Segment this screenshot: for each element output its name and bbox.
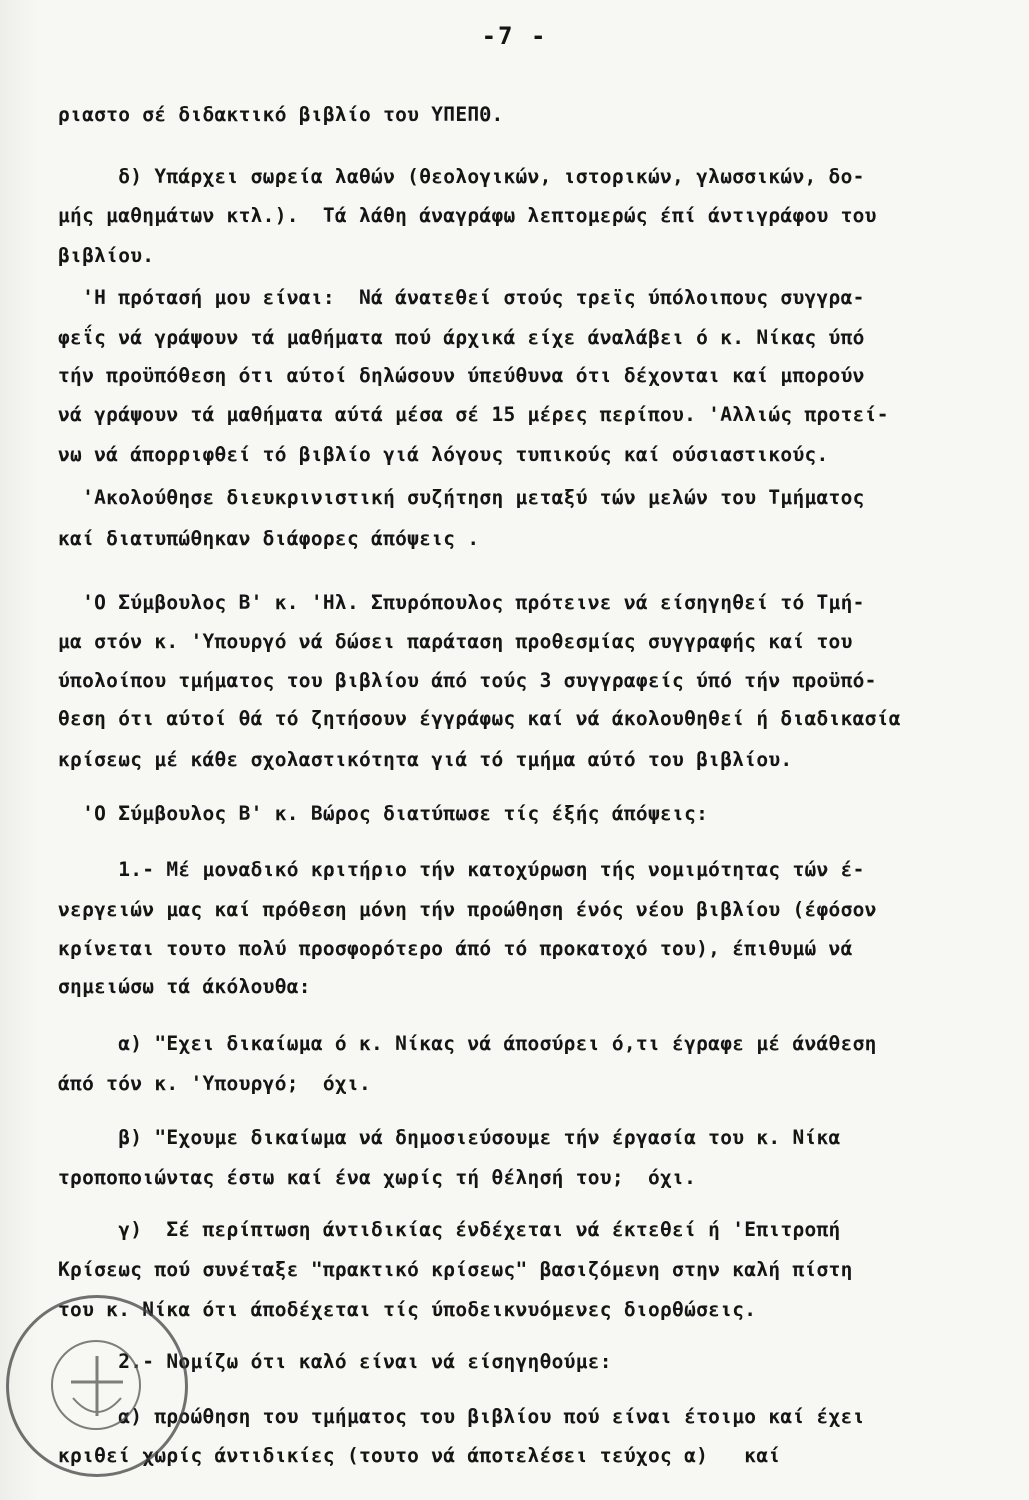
text-line: δ) Υπάρχει σωρεία λαθών (θεολογικών, ιστορικών, γλωσσικών, δο-	[58, 165, 865, 188]
text-line: α) προώθηση του τμήματος του βιβλίου πού είναι έτοιμο καί έχει	[58, 1405, 865, 1428]
page-number: -7 -	[481, 22, 548, 50]
text-line: νά γράψουν τά μαθήματα αύτά μέσα σέ 15 μέρες περίπου. 'Αλλιώς προτεί-	[58, 403, 889, 426]
text-line: του κ. Νίκα ότι άποδέχεται τίς ύποδεικνυόμενες διορθώσεις.	[58, 1298, 757, 1321]
official-seal-stamp	[6, 1295, 188, 1477]
text-line: κρίνεται τουτο πολύ προσφορότερο άπό τό προκατοχό του), έπιθυμώ νά	[58, 937, 853, 960]
text-line: βιβλίου.	[58, 244, 155, 267]
text-line: κρίσεως μέ κάθε σχολαστικότητα γιά τό τμήμα αύτό του βιβλίου.	[58, 748, 793, 771]
text-line: μής μαθημάτων κτλ.). Τά λάθη άναγράφω λεπτομερώς έπί άντιγράφου του	[58, 204, 877, 227]
text-line: 'Ο Σύμβουλος Β' κ. Βώρος διατύπωσε τίς έξής άπόψεις:	[58, 802, 709, 825]
text-line: τροποποιώντας έστω καί ένα χωρίς τή θέλησή του; όχι.	[58, 1166, 697, 1189]
text-line: Κρίσεως πού συνέταξε "πρακτικό κρίσεως" βασιζόμενη στην καλή πίστη	[58, 1258, 853, 1281]
text-line: θεση ότι αύτοί θά τό ζητήσουν έγγράφως καί νά άκολουθηθεί ή διαδικασία	[58, 707, 901, 730]
text-line: 1.- Μέ μοναδικό κριτήριο τήν κατοχύρωση τής νομιμότητας τών έ-	[58, 858, 865, 881]
text-line: 'Ο Σύμβουλος Β' κ. 'Ηλ. Σπυρόπουλος πρότεινε νά είσηγηθεί τό Τμή-	[58, 591, 865, 614]
seal-cross-icon	[9, 1298, 185, 1474]
text-line: 'Η πρότασή μου είναι: Νά άνατεθεί στούς τρεϊς ύπόλοιπους συγγρα-	[58, 286, 865, 309]
text-line: β) "Εχουμε δικαίωμα νά δημοσιεύσουμε τήν έργασία του κ. Νίκα	[58, 1126, 841, 1149]
text-line: νω νά άπορριφθεί τό βιβλίο γιά λόγους τυπικούς καί ούσιαστικούς.	[58, 443, 829, 466]
text-line: 'Ακολούθησε διευκρινιστική συζήτηση μεταξύ τών μελών του Τμήματος	[58, 486, 865, 509]
text-line: ύπολοίπου τμήματος του βιβλίου άπό τούς 3 συγγραφείς ύπό τήν προϋπό-	[58, 669, 877, 692]
text-line: κριθεί χωρίς άντιδικίες (τουτο νά άποτελέσει τεύχος α) καί	[58, 1444, 781, 1467]
text-line: άπό τόν κ. 'Υπουργό; όχι.	[58, 1072, 372, 1095]
text-line: 2.- Νομίζω ότι καλό είναι νά είσηγηθούμε:	[58, 1350, 612, 1373]
text-line: νεργειών μας καί πρόθεση μόνη τήν προώθηση ένός νέου βιβλίου (έφόσον	[58, 898, 877, 921]
text-line: φεΐς νά γράψουν τά μαθήματα πού άρχικά είχε άναλάβει ό κ. Νίκας ύπό	[58, 326, 865, 349]
text-line: καί διατυπώθηκαν διάφορες άπόψεις .	[58, 527, 480, 550]
text-line: γ) Σέ περίπτωση άντιδικίας ένδέχεται νά έκτεθεί ή 'Επιτροπή	[58, 1218, 841, 1241]
text-line: τήν προϋπόθεση ότι αύτοί δηλώσουν ύπεύθυνα ότι δέχονται καί μπορούν	[58, 364, 865, 387]
text-line: ριαστο σέ διδακτικό βιβλίο του ΥΠΕΠΘ.	[58, 103, 504, 126]
text-line: σημειώσω τά άκόλουθα:	[58, 975, 311, 998]
text-line: α) "Εχει δικαίωμα ό κ. Νίκας νά άποσύρει ό,τι έγραφε μέ άνάθεση	[58, 1032, 877, 1055]
text-line: μα στόν κ. 'Υπουργό νά δώσει παράταση προθεσμίας συγγραφής καί του	[58, 630, 853, 653]
